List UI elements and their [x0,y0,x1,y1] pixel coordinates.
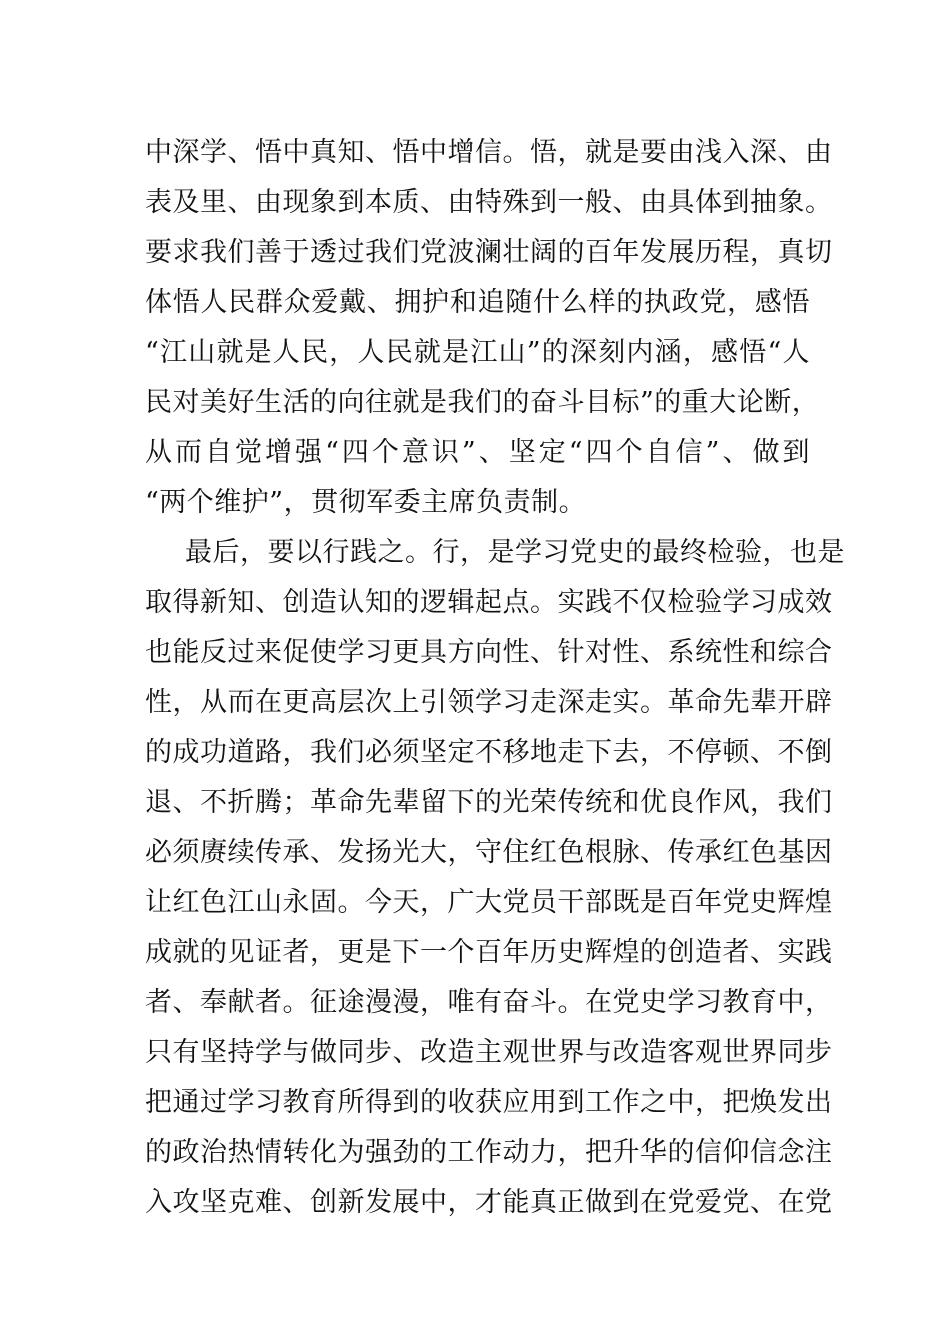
text-line: 的政治热情转化为强劲的工作动力，把升华的信仰信念注 [145,1137,833,1168]
text-line: 把通过学习教育所得到的收获应用到工作之中，把焕发出 [145,1087,833,1118]
text-line: 入攻坚克难、创新发展中，才能真正做到在党爱党、在党 [145,1187,833,1218]
text-line: 只有坚持学与做同步、改造主观世界与改造客观世界同步 [145,1037,833,1068]
text-line: 民对美好生活的向往就是我们的奋斗目标”的重大论断， [145,387,820,418]
text-line: 从而自觉增强“四个意识”、坚定“四个自信”、做到 [145,437,810,468]
text-line: 必须赓续传承、发扬光大，守住红色根脉、传承红色基因 [145,837,833,868]
text-line: 最后，要以行践之。行，是学习党史的最终检验，也是 [185,537,845,568]
text-line: 的成功道路，我们必须坚定不移地走下去，不停顿、不倒 [145,737,833,768]
text-line: 退、不折腾；革命先辈留下的光荣传统和优良作风，我们 [145,787,833,818]
paragraph-2 [145,528,845,1228]
text-line: “江山就是人民，人民就是江山”的深刻内涵，感悟“人 [145,337,810,368]
paragraph-1 [145,128,833,528]
text-line: 者、奉献者。征途漫漫，唯有奋斗。在党史学习教育中， [145,987,833,1018]
text-line: 让红色江山永固。今天，广大党员干部既是百年党史辉煌 [145,887,833,918]
document-body [145,128,845,1228]
text-line: 成就的见证者，更是下一个百年历史辉煌的创造者、实践 [145,937,833,968]
text-line: 体悟人民群众爱戴、拥护和追随什么样的执政党，感悟 [145,287,810,318]
text-line: 取得新知、创造认知的逻辑起点。实践不仅检验学习成效 [145,587,833,618]
text-line: 表及里、由现象到本质、由特殊到一般、由具体到抽象。 [145,187,833,218]
text-line: 性，从而在更高层次上引领学习走深走实。革命先辈开辟 [145,687,833,718]
text-line: “两个维护”，贯彻军委主席负责制。 [145,487,587,518]
text-line: 也能反过来促使学习更具方向性、针对性、系统性和综合 [145,637,833,668]
text-line: 中深学、悟中真知、悟中增信。悟，就是要由浅入深、由 [145,137,833,168]
text-line: 要求我们善于透过我们党波澜壮阔的百年发展历程，真切 [145,237,833,268]
